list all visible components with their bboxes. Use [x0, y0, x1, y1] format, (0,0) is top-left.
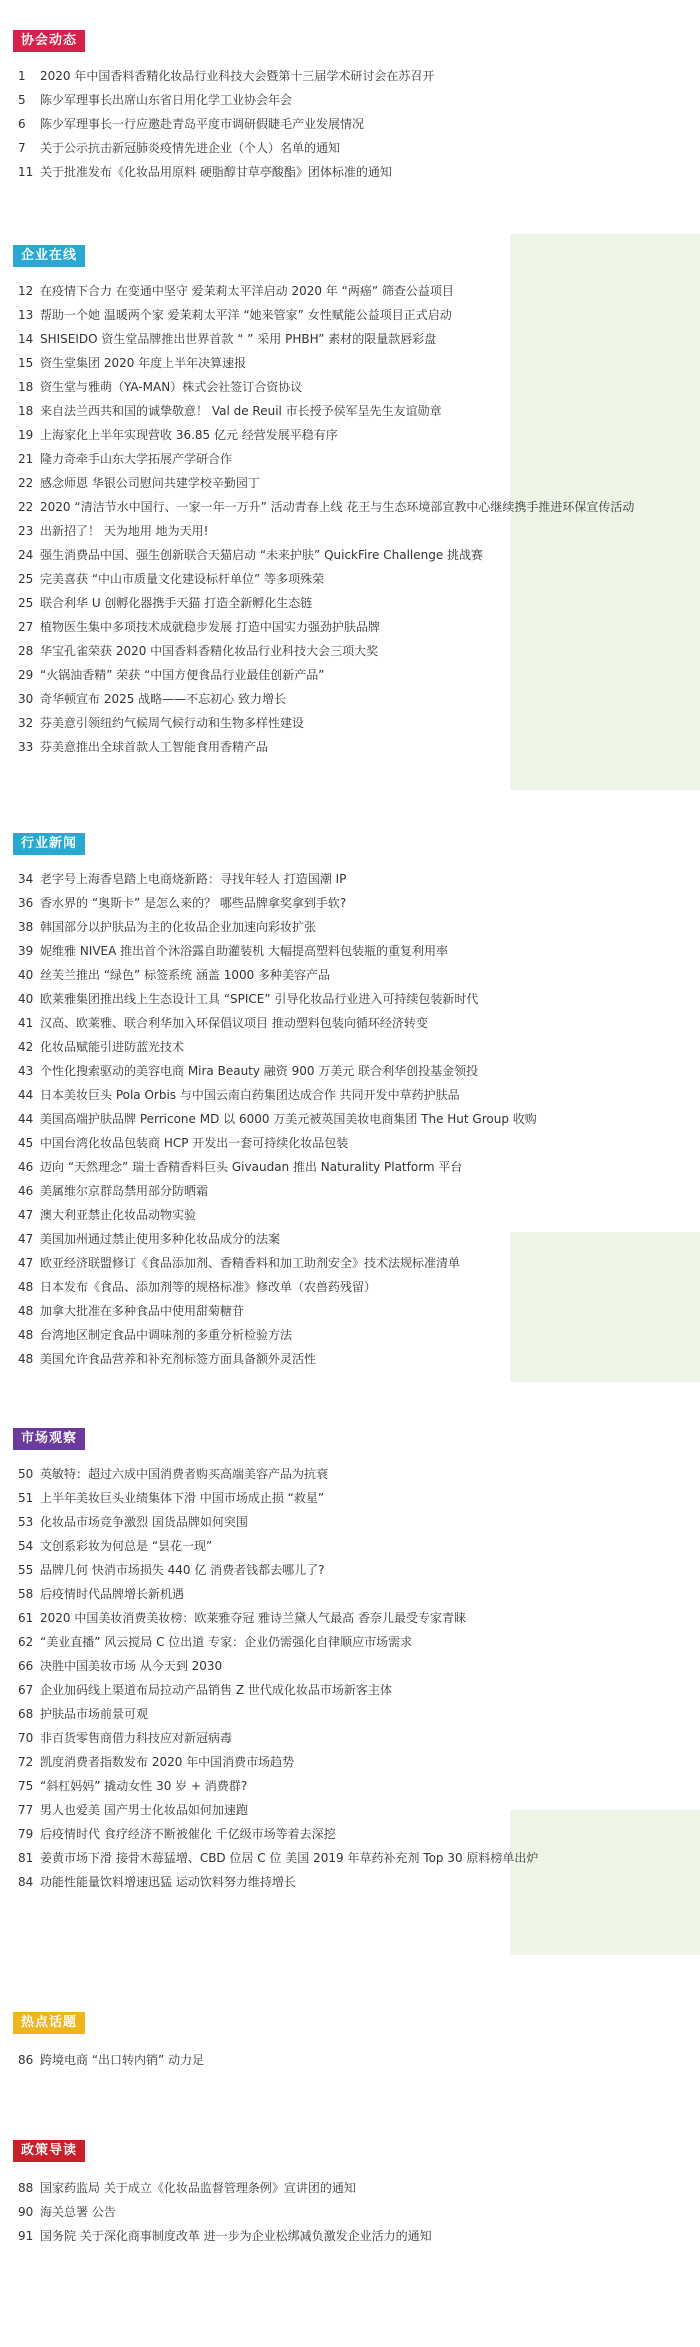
list-item[interactable] — [0, 423, 700, 447]
list-item[interactable] — [0, 1251, 700, 1275]
article-title: 文创系彩妆为何总是 “昙花一现” — [40, 1539, 213, 1553]
page-number: 54 — [18, 1539, 34, 1553]
list-item[interactable] — [0, 447, 700, 471]
article-title: 上海家化上半年实现营收 36.85 亿元 经营发展平稳有序 — [40, 428, 338, 442]
list-item[interactable] — [0, 1702, 700, 1726]
page-number: 27 — [18, 620, 34, 634]
page-number: 90 — [18, 2205, 34, 2219]
section-tag: 行业新闻 — [13, 833, 85, 855]
page-number: 46 — [18, 1160, 34, 1174]
article-title: 美属维尔京群岛禁用部分防晒霜 — [40, 1184, 209, 1198]
item-list — [0, 64, 700, 184]
page-number: 28 — [18, 644, 34, 658]
page-number: 75 — [18, 1779, 34, 1793]
page-number: 40 — [18, 992, 34, 1006]
page-number: 53 — [18, 1515, 34, 1529]
list-item[interactable] — [0, 2200, 700, 2224]
item-list — [0, 867, 700, 1371]
article-title: 护肤品市场前景可观 — [40, 1707, 149, 1721]
article-title: 功能性能量饮料增速迅猛 运动饮料努力维持增长 — [40, 1875, 296, 1889]
page-number: 45 — [18, 1136, 34, 1150]
article-title: 中国台湾化妆品包装商 HCP 开发出一套可持续化妆品包装 — [40, 1136, 349, 1150]
page-number: 61 — [18, 1611, 34, 1625]
article-title: 美国加州通过禁止使用多种化妆品成分的法案 — [40, 1232, 281, 1246]
list-item[interactable] — [0, 1750, 700, 1774]
page-number: 72 — [18, 1755, 34, 1769]
page-number: 7 — [18, 141, 26, 155]
list-item[interactable] — [0, 1035, 700, 1059]
article-title: 个性化搜索驱动的美容电商 Mira Beauty 融资 900 万美元 联合利华创投基金领投 — [40, 1064, 479, 1078]
list-item[interactable] — [0, 2176, 700, 2200]
page-number: 14 — [18, 332, 34, 346]
article-title: 凯度消费者指数发布 2020 年中国消费市场趋势 — [40, 1755, 295, 1769]
list-item[interactable] — [0, 2224, 700, 2248]
article-title: 品牌几何 快消市场损失 440 亿 消费者钱都去哪儿了? — [40, 1563, 325, 1577]
list-item[interactable] — [0, 711, 700, 735]
list-item[interactable] — [0, 1870, 700, 1894]
page-number: 77 — [18, 1803, 34, 1817]
page-number: 11 — [18, 165, 34, 179]
article-title: 美国高端护肤品牌 Perricone MD 以 6000 万美元被英国美妆电商集团 The Hut Group 收购 — [40, 1112, 537, 1126]
list-item[interactable] — [0, 1510, 700, 1534]
article-title: 化妆品市场竞争激烈 国货品牌如何突围 — [40, 1515, 248, 1529]
article-title: 企业加码线上渠道布局拉动产品销售 Z 世代成化妆品市场新客主体 — [40, 1683, 392, 1697]
page-number: 81 — [18, 1851, 34, 1865]
article-title: 化妆品赋能引进防蓝光技术 — [40, 1040, 185, 1054]
page-number: 41 — [18, 1016, 34, 1030]
page-number: 12 — [18, 284, 34, 298]
article-title: 陈少军理事长出席山东省日用化学工业协会年会 — [40, 93, 293, 107]
list-item[interactable] — [0, 891, 700, 915]
page-number: 18 — [18, 404, 34, 418]
list-item[interactable] — [0, 1798, 700, 1822]
page-number: 86 — [18, 2053, 34, 2067]
article-title: 欧亚经济联盟修订《食品添加剂、香精香料和加工助剂安全》技术法规标准清单 — [40, 1256, 461, 1270]
article-title: “斜杠妈妈” 撬动女性 30 岁 + 消费群? — [40, 1779, 248, 1793]
list-item[interactable] — [0, 88, 700, 112]
article-title: “火锅油香精” 荣获 “中国方便食品行业最佳创新产品” — [40, 668, 325, 682]
page-number: 25 — [18, 572, 34, 586]
article-title: 英敏特：超过六成中国消费者购买高端美容产品为抗衰 — [40, 1467, 329, 1481]
list-item[interactable] — [0, 1131, 700, 1155]
page-number: 21 — [18, 452, 34, 466]
list-item[interactable] — [0, 1275, 700, 1299]
article-title: 隆力奇牵手山东大学拓展产学研合作 — [40, 452, 233, 466]
page-number: 66 — [18, 1659, 34, 1673]
page-number: 33 — [18, 740, 34, 754]
article-title: 加拿大批准在多种食品中使用甜菊糖苷 — [40, 1304, 245, 1318]
page-number: 48 — [18, 1328, 34, 1342]
article-title: 香水界的 “奥斯卡” 是怎么来的？ 哪些品牌拿奖拿到手软? — [40, 896, 347, 910]
article-title: 跨境电商 “出口转内销” 动力足 — [40, 2053, 205, 2067]
article-title: 联合利华 U 创孵化器携手天猫 打造全新孵化生态链 — [40, 596, 313, 610]
list-item[interactable] — [0, 1462, 700, 1486]
page-number: 70 — [18, 1731, 34, 1745]
list-item[interactable] — [0, 1107, 700, 1131]
page-number: 55 — [18, 1563, 34, 1577]
section-tag: 政策导读 — [13, 2140, 85, 2162]
article-title: 2020 年中国香料香精化妆品行业科技大会暨第十三届学术研讨会在苏召开 — [40, 69, 435, 83]
page-number: 23 — [18, 524, 34, 538]
page-number: 18 — [18, 380, 34, 394]
article-title: 上半年美妆巨头业绩集体下滑 中国市场成止损 “救星” — [40, 1491, 325, 1505]
item-list — [0, 1462, 700, 1894]
article-title: 关于批准发布《化妆品用原料 硬脂醇甘草亭酸酯》团体标准的通知 — [40, 165, 392, 179]
page-number: 68 — [18, 1707, 34, 1721]
item-list — [0, 2176, 700, 2248]
page-number: 43 — [18, 1064, 34, 1078]
page-number: 48 — [18, 1352, 34, 1366]
list-item[interactable] — [0, 279, 700, 303]
article-title: 日本发布《食品、添加剂等的规格标准》修改单（农兽药残留） — [40, 1280, 377, 1294]
page-number: 19 — [18, 428, 34, 442]
page-number: 62 — [18, 1635, 34, 1649]
list-item[interactable] — [0, 1155, 700, 1179]
page-number: 36 — [18, 896, 34, 910]
page-number: 30 — [18, 692, 34, 706]
article-title: 海关总署 公告 — [40, 2205, 116, 2219]
article-title: 植物医生集中多项技术成就稳步发展 打造中国实力强劲护肤品牌 — [40, 620, 380, 634]
page-number: 5 — [18, 93, 26, 107]
list-item[interactable] — [0, 1347, 700, 1371]
page-number: 1 — [18, 69, 26, 83]
list-item[interactable] — [0, 136, 700, 160]
item-list — [0, 2048, 700, 2072]
list-item[interactable] — [0, 160, 700, 184]
article-title: 汉高、欧莱雅、联合利华加入环保倡议项目 推动塑料包装向循环经济转变 — [40, 1016, 428, 1030]
article-title: “美业直播” 风云搅局 C 位出道 专家：企业仍需强化自律顺应市场需求 — [40, 1635, 413, 1649]
article-title: 决胜中国美妆市场 从今天到 2030 — [40, 1659, 223, 1673]
list-item[interactable] — [0, 663, 700, 687]
article-title: 完美喜获 “中山市质量文化建设标杆单位” 等多项殊荣 — [40, 572, 325, 586]
list-item[interactable] — [0, 1011, 700, 1035]
list-item[interactable] — [0, 915, 700, 939]
list-item[interactable] — [0, 519, 700, 543]
page-number: 40 — [18, 968, 34, 982]
section-tag: 企业在线 — [13, 245, 85, 267]
page-number: 48 — [18, 1304, 34, 1318]
article-title: 韩国部分以护肤品为主的化妆品企业加速向彩妆扩张 — [40, 920, 317, 934]
list-item[interactable] — [0, 1558, 700, 1582]
list-item[interactable] — [0, 1203, 700, 1227]
item-list — [0, 279, 700, 759]
article-title: 2020 中国美妆消费美妆榜：欧莱雅夺冠 雅诗兰黛人气最高 香奈儿最受专家青睐 — [40, 1611, 466, 1625]
article-title: 2020 “清洁节水中国行、一家一年一万升” 活动青春上线 花王与生态环境部宣教中心继续携手推进环保宣传活动 — [40, 500, 635, 514]
article-title: 澳大利亚禁止化妆品动物实验 — [40, 1208, 197, 1222]
page-number: 47 — [18, 1208, 34, 1222]
list-item[interactable] — [0, 351, 700, 375]
section-tag: 协会动态 — [13, 30, 85, 52]
list-item[interactable] — [0, 1678, 700, 1702]
page-number: 84 — [18, 1875, 34, 1889]
article-title: 关于公示抗击新冠肺炎疫情先进企业（个人）名单的通知 — [40, 141, 341, 155]
page-number: 22 — [18, 500, 34, 514]
list-item[interactable] — [0, 1227, 700, 1251]
list-item[interactable] — [0, 2048, 700, 2072]
list-item[interactable] — [0, 1059, 700, 1083]
page-number: 46 — [18, 1184, 34, 1198]
article-title: 老字号上海香皂踏上电商烧新路：寻找年轻人 打造国潮 IP — [40, 872, 347, 886]
page-number: 32 — [18, 716, 34, 730]
page-number: 67 — [18, 1683, 34, 1697]
page-number: 48 — [18, 1280, 34, 1294]
article-title: 迈向 “天然理念” 瑞士香精香料巨头 Givaudan 推出 Naturality Platform 平台 — [40, 1160, 463, 1174]
article-title: 帮助一个她 温暖两个家 爱茉莉太平洋 “她来管家” 女性赋能公益项目正式启动 — [40, 308, 452, 322]
list-item[interactable] — [0, 1179, 700, 1203]
article-title: 国务院 关于深化商事制度改革 进一步为企业松绑减负激发企业活力的通知 — [40, 2229, 432, 2243]
page-number: 79 — [18, 1827, 34, 1841]
page-number: 15 — [18, 356, 34, 370]
list-item[interactable] — [0, 1726, 700, 1750]
article-title: 妮维雅 NIVEA 推出首个沐浴露自助灌装机 大幅提高塑料包装瓶的重复利用率 — [40, 944, 448, 958]
list-item[interactable] — [0, 939, 700, 963]
list-item[interactable] — [0, 303, 700, 327]
article-title: 后疫情时代 食疗经济不断被催化 千亿级市场等着去深挖 — [40, 1827, 336, 1841]
page-number: 88 — [18, 2181, 34, 2195]
article-title: 奇华顿宣布 2025 战略——不忘初心 致力增长 — [40, 692, 286, 706]
list-item[interactable] — [0, 867, 700, 891]
page-number: 13 — [18, 308, 34, 322]
article-title: 国家药监局 关于成立《化妆品监督管理条例》宣讲团的通知 — [40, 2181, 356, 2195]
list-item[interactable] — [0, 1083, 700, 1107]
article-title: 华宝孔雀荣获 2020 中国香料香精化妆品行业科技大会三项大奖 — [40, 644, 379, 658]
list-item[interactable] — [0, 1486, 700, 1510]
list-item[interactable] — [0, 1846, 700, 1870]
article-title: 陈少军理事长一行应邀赴青岛平度市调研假睫毛产业发展情况 — [40, 117, 365, 131]
article-title: 男人也爱美 国产男士化妆品如何加速跑 — [40, 1803, 248, 1817]
page-number: 47 — [18, 1256, 34, 1270]
list-item[interactable] — [0, 1822, 700, 1846]
article-title: SHISEIDO 资生堂品牌推出世界首款 “ ” 采用 PHBH” 素材的限量款唇彩盘 — [40, 332, 437, 346]
article-title: 丝芙兰推出 “绿色” 标签系统 涵盖 1000 多种美容产品 — [40, 968, 331, 982]
list-item[interactable] — [0, 963, 700, 987]
page-number: 91 — [18, 2229, 34, 2243]
article-title: 感念师恩 华银公司慰问共建学校辛勤园丁 — [40, 476, 260, 490]
page-number: 44 — [18, 1112, 34, 1126]
page-number: 24 — [18, 548, 34, 562]
list-item[interactable] — [0, 64, 700, 88]
page-number: 51 — [18, 1491, 34, 1505]
list-item[interactable] — [0, 1606, 700, 1630]
page-number: 50 — [18, 1467, 34, 1481]
list-item[interactable] — [0, 687, 700, 711]
article-title: 台湾地区制定食品中调味剂的多重分析检验方法 — [40, 1328, 293, 1342]
list-item[interactable] — [0, 495, 700, 519]
page-number: 25 — [18, 596, 34, 610]
page-number: 42 — [18, 1040, 34, 1054]
article-title: 芬美意引领纽约气候周气候行动和生物多样性建设 — [40, 716, 305, 730]
list-item[interactable] — [0, 591, 700, 615]
page-number: 38 — [18, 920, 34, 934]
list-item[interactable] — [0, 1774, 700, 1798]
page-number: 22 — [18, 476, 34, 490]
page-number: 6 — [18, 117, 26, 131]
list-item[interactable] — [0, 615, 700, 639]
article-title: 芬美意推出全球首款人工智能食用香精产品 — [40, 740, 269, 754]
article-title: 姜黄市场下滑 接骨木莓猛增、CBD 位居 C 位 美国 2019 年草药补充剂 Top 30 原料榜单出炉 — [40, 1851, 539, 1865]
list-item[interactable] — [0, 399, 700, 423]
list-item[interactable] — [0, 1582, 700, 1606]
page-number: 29 — [18, 668, 34, 682]
list-item[interactable] — [0, 543, 700, 567]
page-number: 34 — [18, 872, 34, 886]
list-item[interactable] — [0, 1654, 700, 1678]
list-item[interactable] — [0, 735, 700, 759]
page-number: 44 — [18, 1088, 34, 1102]
article-title: 日本美妆巨头 Pola Orbis 与中国云南白药集团达成合作 共同开发中草药护肤品 — [40, 1088, 460, 1102]
page-number: 39 — [18, 944, 34, 958]
article-title: 强生消费品中国、强生创新联合天猫启动 “未来护肤” QuickFire Challenge 挑战赛 — [40, 548, 484, 562]
list-item[interactable] — [0, 471, 700, 495]
section-tag: 市场观察 — [13, 1428, 85, 1450]
list-item[interactable] — [0, 567, 700, 591]
list-item[interactable] — [0, 1630, 700, 1654]
article-title: 后疫情时代品牌增长新机遇 — [40, 1587, 185, 1601]
list-item[interactable] — [0, 327, 700, 351]
list-item[interactable] — [0, 1534, 700, 1558]
list-item[interactable] — [0, 639, 700, 663]
section-tag: 热点话题 — [13, 2012, 85, 2034]
page-number: 47 — [18, 1232, 34, 1246]
article-title: 欧莱雅集团推出线上生态设计工具 “SPICE” 引导化妆品行业进入可持续包装新时代 — [40, 992, 479, 1006]
article-title: 资生堂集团 2020 年度上半年决算速报 — [40, 356, 247, 370]
list-item[interactable] — [0, 375, 700, 399]
article-title: 来自法兰西共和国的诚挚敬意！ Val de Reuil 市长授予侯军呈先生友谊勋章 — [40, 404, 442, 418]
list-item[interactable] — [0, 112, 700, 136]
article-title: 美国允许食品营养和补充剂标签方面具备额外灵活性 — [40, 1352, 317, 1366]
article-title: 出新招了！ 天为地用 地为天用! — [40, 524, 209, 538]
article-title: 资生堂与雅萌（YA-MAN）株式会社签订合资协议 — [40, 380, 303, 394]
list-item[interactable] — [0, 1323, 700, 1347]
list-item[interactable] — [0, 1299, 700, 1323]
article-title: 非百货零售商借力科技应对新冠病毒 — [40, 1731, 233, 1745]
article-title: 在疫情下合力 在变通中坚守 爱茉莉太平洋启动 2020 年 “两癌” 筛查公益项目 — [40, 284, 454, 298]
list-item[interactable] — [0, 987, 700, 1011]
page-number: 58 — [18, 1587, 34, 1601]
